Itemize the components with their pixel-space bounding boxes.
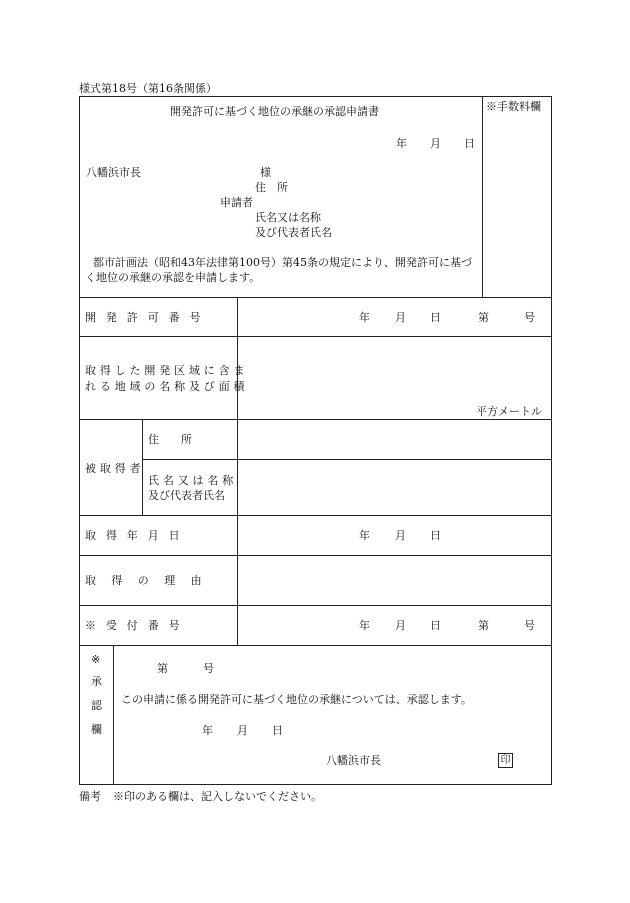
- transferor-name-label-line-1: 氏名又は名称: [148, 474, 238, 487]
- permit-dai: 第: [478, 311, 489, 324]
- divider: [79, 555, 552, 556]
- divider: [79, 297, 552, 298]
- divider: [79, 605, 552, 606]
- acquisition-day: 日: [430, 529, 441, 542]
- receipt-go: 号: [524, 619, 535, 632]
- acquisition-year: 年: [359, 529, 370, 542]
- approval-side-mark: ※: [91, 653, 101, 666]
- permit-number-label: 開発許可番号: [85, 311, 211, 324]
- divider: [79, 419, 552, 420]
- approval-number-go: 号: [203, 662, 214, 675]
- fee-column-divider: [482, 96, 483, 297]
- remarks-label: 備考: [79, 790, 101, 803]
- approval-month: 月: [237, 724, 248, 737]
- date-year: 年: [396, 137, 407, 150]
- acquired-area-label-line-2: れる地域の名称及び面積: [85, 380, 249, 393]
- acquisition-date-label: 取得年月日: [85, 529, 190, 542]
- approval-signer: 八幡浜市長: [326, 754, 381, 767]
- form-number: 様式第18号（第16条関係）: [79, 82, 217, 95]
- body-text-line-1: 都市計画法（昭和43年法律第100号）第45条の規定により、開発許可に基づ: [93, 256, 472, 269]
- remarks-text: ※印のある欄は、記入しないでください。: [113, 790, 322, 803]
- fee-column-label: ※手数料欄: [486, 100, 541, 113]
- receipt-year: 年: [359, 619, 370, 632]
- date-day: 日: [464, 137, 475, 150]
- acquisition-month: 月: [395, 529, 406, 542]
- form-title: 開発許可に基づく地位の承継の承認申請書: [170, 105, 379, 118]
- permit-year: 年: [359, 311, 370, 324]
- addressee-honorific: 様: [260, 166, 271, 179]
- approval-number-dai: 第: [157, 662, 168, 675]
- permit-go: 号: [524, 311, 535, 324]
- permit-day: 日: [430, 311, 441, 324]
- approval-side-divider: [113, 645, 114, 785]
- applicant-label: 申請者: [220, 196, 253, 209]
- applicant-name-label: 氏名又は名称: [255, 211, 321, 224]
- addressee: 八幡浜市長: [86, 166, 141, 179]
- label-column-divider: [237, 297, 238, 645]
- date-month: 月: [430, 137, 441, 150]
- receipt-day: 日: [430, 619, 441, 632]
- receipt-month: 月: [395, 619, 406, 632]
- applicant-representative-label: 及び代表者氏名: [255, 226, 332, 239]
- divider: [79, 336, 552, 337]
- acquired-area-label-line-1: 取得した開発区域に含ま: [85, 364, 249, 377]
- receipt-dai: 第: [478, 619, 489, 632]
- divider: [79, 515, 552, 516]
- approval-day: 日: [272, 724, 283, 737]
- receipt-number-label: ※受付番号: [85, 619, 190, 632]
- approval-side-char-2: 認: [91, 699, 102, 712]
- divider: [142, 459, 552, 460]
- approval-statement: この申請に係る開発許可に基づく地位の承継については、承認します。: [121, 693, 472, 706]
- body-text-line-2: く地位の承継の承認を申請します。: [85, 271, 261, 284]
- transferor-name-label-line-2: 及び代表者氏名: [148, 489, 225, 502]
- divider: [79, 645, 552, 646]
- applicant-address-label: 住 所: [255, 181, 288, 194]
- transferor-address-label: [148, 433, 192, 446]
- approval-side-char-1: 承: [91, 675, 102, 688]
- approval-year: 年: [202, 724, 213, 737]
- transferor-label: 被取得者: [85, 462, 145, 475]
- acquisition-reason-label: 取得の理由: [85, 574, 217, 587]
- approval-side-char-3: 欄: [91, 723, 102, 736]
- permit-month: 月: [395, 311, 406, 324]
- seal-mark: 印: [498, 753, 513, 768]
- area-unit: 平方メートル: [476, 405, 542, 418]
- transferor-address-label-text: 住 所: [148, 433, 192, 446]
